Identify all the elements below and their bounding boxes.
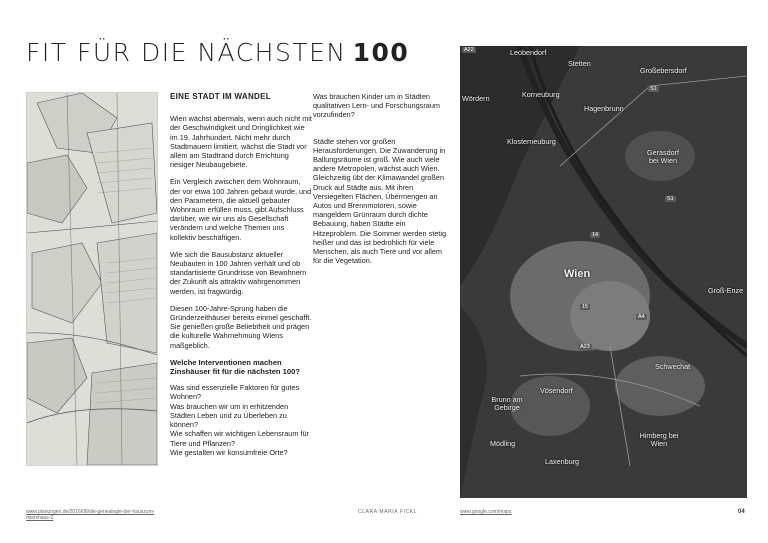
satellite-map-drawing — [460, 46, 747, 498]
map-label: Brunn am Gebirge — [491, 395, 523, 412]
map-label: Mödling — [490, 439, 516, 448]
footer-source-right[interactable]: www.google.com/maps — [460, 509, 512, 515]
historic-city-map-image — [26, 92, 158, 466]
map-label: Groß-Enze — [708, 286, 744, 295]
page-title-number: 100 — [352, 38, 410, 67]
road-shield: S1 — [650, 86, 657, 92]
body-paragraph: Diesen 100-Jahre-Sprung haben die Gründerzeithäuser bereits einmel geschafft. Sie genießen große Beliebtheit und prägen die kulturelle Wahrnehmung Wiens maßgeblich. — [170, 303, 312, 350]
road-shield: A23 — [580, 344, 590, 350]
page-title — [26, 38, 409, 67]
map-label: Korneuburg — [522, 90, 560, 99]
map-label: Hagenbrunn — [584, 104, 624, 113]
footer-author: CLARA MARIA FICKL — [358, 509, 418, 515]
body-paragraph: Gleichzeitig übt der Klimawandel großen Druck auf Städte aus. Mit ihren Versiegelten Flächen, Übermengen an Autos und Brennmotoren, sowie mangeldem Grünraum durch dichte Bebauung, haben Städte ein Hitzeproblem. Die Sommer werden stetig heißer und das ist bedrohlich für viele Menschen, als auch Tiere und vor allem für die Vegetation. — [313, 173, 447, 266]
road-shield: A4 — [638, 314, 645, 320]
body-paragraph: Was brauchen Kinder um in Städten qualitativen Lern- und Forschungsraum vorzufinden? — [313, 92, 440, 120]
question-item: Wie schaffen wir wichtigen Lebensraum für Tiere und Pflanzen? — [170, 429, 309, 448]
body-paragraph: Wien wächst abermals, wenn auch nicht mit der Geschwindigkeit und Dringlichkeit wie im 19. Jahrhundert. Nicht mehr durch Stadtmauern limitiert, wächst die Stadt vor allem am Stadtrand durch Errichtung riesiger Neubaugebiete. — [170, 114, 312, 170]
map-label: Klosterneuburg — [507, 137, 556, 146]
left-text-column — [170, 92, 312, 457]
map-label: Leobendorf — [510, 48, 547, 57]
page-title-text: FIT FÜR DIE NÄCHSTEN — [26, 38, 347, 67]
map-label-city: Wien — [564, 268, 591, 280]
question-item: Was sind essenzielle Faktoren für gutes Wohnen? — [170, 383, 300, 402]
question-item: Wie gestalten wir konsumfreie Orte? — [170, 447, 288, 457]
road-shield: 14 — [592, 232, 599, 238]
question-heading: Welche Interventionen machen Zinshäuser fit für die nächsten 100? — [170, 357, 300, 377]
map-label: Wördern — [462, 94, 490, 103]
middle-text-column — [313, 92, 449, 273]
road-shield: A22 — [464, 47, 474, 53]
historic-map-drawing — [27, 93, 157, 465]
section-title: EINE STADT IM WANDEL — [170, 92, 271, 101]
body-paragraph: Wie sich die Bausubstanz aktueller Neubauten in 100 Jahren verhält und ob standartisierte Grundrisse von Bewohnern der Zukunft als attraktiv wahrgenommen werden, ist fragwürdig. — [170, 249, 307, 296]
footer-source-left[interactable]: www.planungen.de/2016/08/die-genealogie-der-hauszum-mietshaus-2 — [26, 509, 155, 521]
map-label: Himberg bei Wien — [639, 431, 679, 448]
map-label: Schwechat — [655, 362, 691, 371]
road-shield: 15 — [582, 304, 589, 310]
map-label: Laxenburg — [545, 457, 579, 466]
body-paragraph: Ein Vergleich zwischen dem Wohnraum, der vor etwa 100 Jahren gebaut wurde, und den Parametern, die aktuell gebauter Wohnraum erfüllen muss, gibt Aufschluss darüber, wie wir uns als Gesellschaft verändern und welche Themen uns kollektiv beschäftigen. — [170, 177, 312, 242]
satellite-map-image — [460, 46, 747, 498]
road-shield: S1 — [667, 196, 674, 202]
page-number: 04 — [738, 509, 745, 515]
body-paragraph: Städte stehen vor großen Herausforderungen. Die Zuwanderung in Ballungsräume ist groß. Wie auch viele andere Metropolen, wächst auch Wien. — [313, 136, 446, 174]
question-item: Was brauchen wir um in erhitzenden Städten Leben und zu Überleben zu können? — [170, 401, 289, 430]
map-label: Vösendorf — [540, 386, 573, 395]
map-label: Stetten — [568, 59, 591, 68]
map-label: Großebersdorf — [640, 66, 687, 75]
map-label: Gerasdorf bei Wien — [647, 148, 679, 165]
